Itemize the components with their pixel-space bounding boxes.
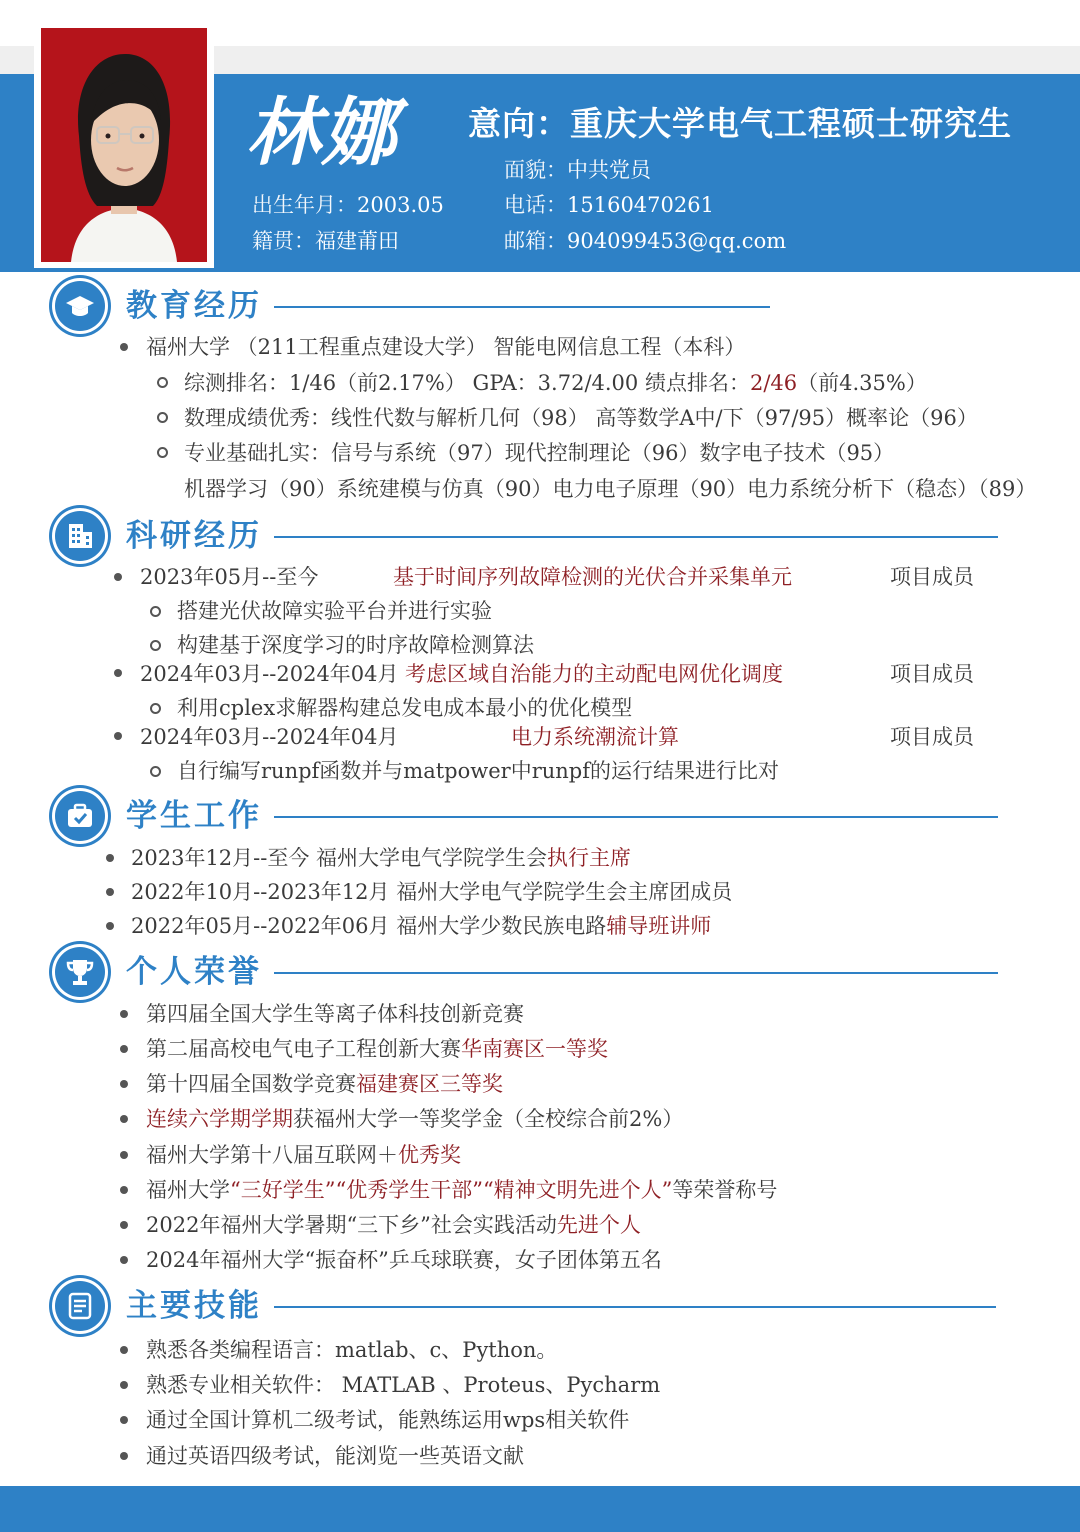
honor-item-5-text: 福州大学第十八届互联网＋ <box>146 1143 398 1167</box>
skill-item-1: 熟悉各类编程语言：matlab、c、Python。 <box>146 1338 558 1362</box>
hometown-info <box>252 226 399 256</box>
project-1-period: 2023年05月--至今 <box>140 565 319 589</box>
project-1-role: 项目成员 <box>890 565 974 589</box>
honor-item-4-highlight: 连续六学期学期 <box>146 1107 293 1131</box>
sub-bullet <box>157 412 168 423</box>
phone-info <box>504 190 714 220</box>
education-section-header <box>52 278 812 338</box>
honor-item-2-text: 第二届高校电气电子工程创新大赛 <box>146 1037 461 1061</box>
skills-section-header <box>52 1278 1012 1338</box>
honor-item-7-award: 先进个人 <box>556 1213 641 1237</box>
bullet <box>120 1452 128 1460</box>
education-divider <box>274 306 770 308</box>
honors-section-header <box>52 944 1012 1004</box>
project-2-detail-1: 利用cplex求解器构建总发电成本最小的优化模型 <box>177 696 633 720</box>
research-divider <box>274 536 998 538</box>
student-work-divider <box>274 816 998 818</box>
bullet <box>120 1080 128 1088</box>
politics-value: 中共党员 <box>567 158 651 182</box>
education-title: 教育经历 <box>126 288 262 324</box>
phone-value: 15160470261 <box>567 193 714 217</box>
bullet <box>120 1221 128 1229</box>
footer-band <box>0 1486 1080 1532</box>
project-3-name: 电力系统潮流计算 <box>511 725 679 749</box>
honor-item-2 <box>146 1034 608 1064</box>
bullet <box>120 1416 128 1424</box>
birth-label: 出生年月： <box>252 193 357 217</box>
ranking-percent: （前4.35%） <box>797 371 927 395</box>
email-label: 邮箱： <box>504 229 567 253</box>
honor-item-3-award: 福建赛区三等奖 <box>356 1072 503 1096</box>
bullet <box>114 573 122 581</box>
education-ranking <box>184 368 927 398</box>
honor-item-8-text: 2024年福州大学“振奋杯”乒乓球联赛，女子团体第五名 <box>146 1248 662 1272</box>
bullet <box>120 1381 128 1389</box>
student-work-item-1-role: 执行主席 <box>547 846 632 870</box>
skills-title: 主要技能 <box>126 1288 262 1324</box>
student-work-section-header <box>52 788 1012 848</box>
email-info <box>504 226 786 256</box>
trophy-icon <box>52 944 108 1000</box>
project-2-name: 考虑区域自治能力的主动配电网优化调度 <box>405 662 783 686</box>
skill-item-4: 通过英语四级考试，能浏览一些英语文献 <box>146 1444 524 1468</box>
student-work-item-1 <box>131 843 631 873</box>
honor-item-6-titles: “三好学生”“优秀学生干部”“精神文明先进个人” <box>230 1178 673 1202</box>
student-work-item-3-text: 2022年05月--2022年06月 福州大学少数民族电路 <box>131 914 607 938</box>
student-work-item-3 <box>131 911 711 941</box>
honor-item-7 <box>146 1210 641 1240</box>
politics-info <box>504 155 651 185</box>
honor-item-8 <box>146 1245 662 1275</box>
research-section-header <box>52 508 1012 568</box>
education-major-1: 专业基础扎实：信号与系统（97）现代控制理论（96）数字电子技术（95） <box>184 441 895 465</box>
email-value: 904099453@qq.com <box>567 229 787 253</box>
honor-item-1-text: 第四届全国大学生等离子体科技创新竞赛 <box>146 1002 524 1026</box>
bullet <box>120 343 128 351</box>
sub-bullet <box>150 766 161 777</box>
honor-item-4 <box>146 1104 683 1134</box>
honor-item-3-text: 第十四届全国数学竞赛 <box>146 1072 356 1096</box>
education-major-2: 机器学习（90）系统建模与仿真（90）电力电子原理（90）电力系统分析下（稳态）（89） <box>184 477 1037 501</box>
student-work-item-3-role: 辅导班讲师 <box>606 914 712 938</box>
hometown-label: 籍贯： <box>252 229 315 253</box>
bullet <box>106 854 114 862</box>
project-3-detail-1: 自行编写runpf函数并与matpower中runpf的运行结果进行比对 <box>177 759 780 783</box>
graduation-cap-icon <box>52 278 108 334</box>
honor-item-6-suffix: 等荣誉称号 <box>672 1178 778 1202</box>
student-work-item-1-text: 2023年12月--至今 福州大学电气学院学生会 <box>131 846 548 870</box>
honor-item-4-text: 获福州大学一等奖学金（全校综合前2%） <box>293 1107 684 1131</box>
bullet <box>120 1045 128 1053</box>
bullet <box>120 1115 128 1123</box>
sub-bullet <box>150 606 161 617</box>
profile-photo <box>41 28 207 262</box>
honor-item-2-award: 华南赛区一等奖 <box>461 1037 608 1061</box>
honor-item-1 <box>146 999 524 1029</box>
honor-item-6-text: 福州大学 <box>146 1178 230 1202</box>
birth-value: 2003.05 <box>357 193 444 217</box>
bullet <box>120 1151 128 1159</box>
skill-item-2: 熟悉专业相关软件： MATLAB 、Proteus、Pycharm <box>146 1373 661 1397</box>
hometown-value: 福建莆田 <box>315 229 399 253</box>
research-title: 科研经历 <box>126 518 262 554</box>
honor-item-6 <box>146 1175 777 1205</box>
project-3-role: 项目成员 <box>890 725 974 749</box>
bullet <box>106 888 114 896</box>
bullet <box>120 1346 128 1354</box>
honor-item-7-text: 2022年福州大学暑期“三下乡”社会实践活动 <box>146 1213 557 1237</box>
project-1-detail-2: 构建基于深度学习的时序故障检测算法 <box>177 633 534 657</box>
project-3-period: 2024年03月--2024年04月 <box>140 725 399 749</box>
bullet <box>114 669 122 677</box>
footer-gap <box>0 1478 1080 1486</box>
project-1-detail-1: 搭建光伏故障实验平台并进行实验 <box>177 599 492 623</box>
project-1-name: 基于时间序列故障检测的光伏合并采集单元 <box>393 565 792 589</box>
honors-title: 个人荣誉 <box>126 954 262 990</box>
briefcase-icon <box>52 788 108 844</box>
honor-item-5-award: 优秀奖 <box>398 1143 461 1167</box>
honors-divider <box>274 972 998 974</box>
student-work-item-2-text: 2022年10月--2023年12月 福州大学电气学院学生会主席团成员 <box>131 880 733 904</box>
bullet <box>120 1010 128 1018</box>
ranking-text: 综测排名：1/46（前2.17%） GPA：3.72/4.00 绩点排名： <box>184 371 750 395</box>
job-intent: 意向：重庆大学电气工程硕士研究生 <box>468 104 1012 143</box>
building-icon <box>52 508 108 564</box>
phone-label: 电话： <box>504 193 567 217</box>
sub-bullet <box>157 447 168 458</box>
student-work-item-2 <box>131 877 732 907</box>
birth-info <box>252 190 444 220</box>
project-2-role: 项目成员 <box>890 662 974 686</box>
sub-bullet <box>150 640 161 651</box>
ranking-highlight: 2/46 <box>749 371 798 395</box>
honor-item-5 <box>146 1140 461 1170</box>
document-list-icon <box>52 1278 108 1334</box>
candidate-name: 林娜 <box>246 90 398 176</box>
education-math: 数理成绩优秀：线性代数与解析几何（98） 高等数学A中/下（97/95）概率论（96） <box>184 406 978 430</box>
politics-label: 面貌： <box>504 158 567 182</box>
bullet <box>120 1186 128 1194</box>
bullet <box>114 732 122 740</box>
honor-item-3 <box>146 1069 503 1099</box>
skill-item-3: 通过全国计算机二级考试，能熟练运用wps相关软件 <box>146 1408 630 1432</box>
education-school: 福州大学 （211工程重点建设大学） 智能电网信息工程（本科） <box>146 335 746 359</box>
sub-bullet <box>150 703 161 714</box>
student-work-title: 学生工作 <box>126 798 262 834</box>
project-2-period: 2024年03月--2024年04月 <box>140 662 399 686</box>
skills-divider <box>274 1306 996 1308</box>
bullet <box>106 922 114 930</box>
sub-bullet <box>157 377 168 388</box>
bullet <box>120 1256 128 1264</box>
